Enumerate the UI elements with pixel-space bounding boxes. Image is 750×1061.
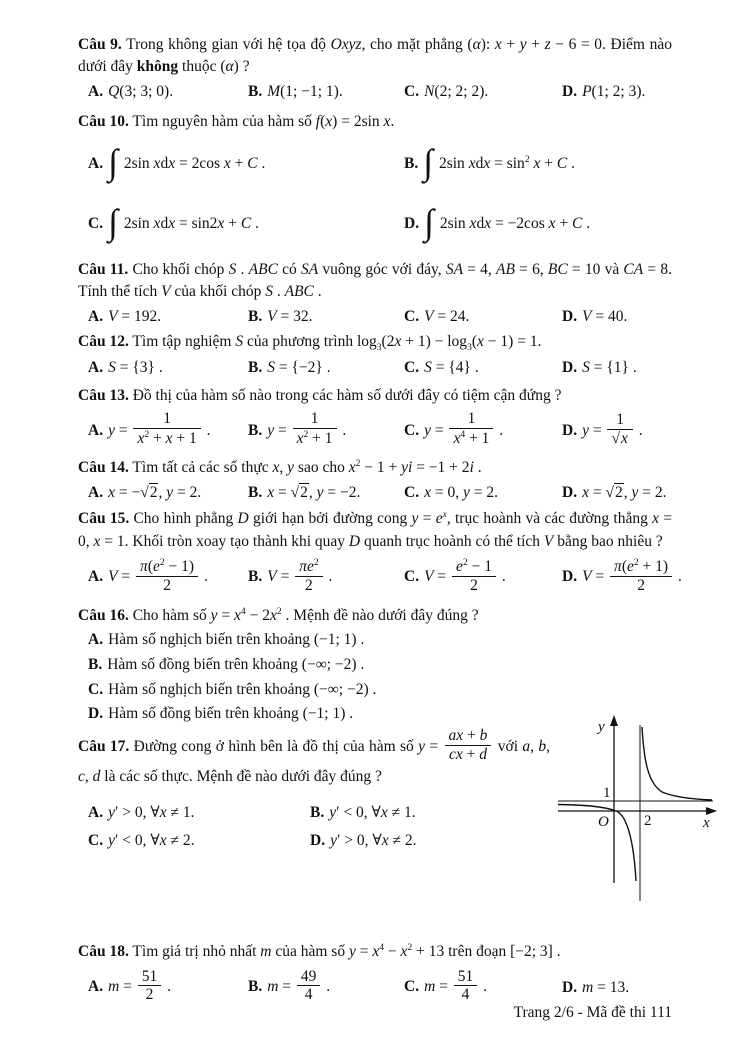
option-label: A.	[88, 359, 104, 377]
option-text: y′ > 0, ∀x ≠ 2.	[330, 831, 417, 849]
option-label: C.	[404, 567, 420, 585]
option-a	[88, 556, 248, 597]
question-11-stem: Câu 11. Cho khối chóp S . ABC có SA vuông góc với đáy, SA = 4, AB = 6, BC = 10 và CA = 8. Tính thể tích V của khối chóp S . ABC .	[78, 260, 672, 301]
option-text: V = $\frac{e^2 - 1}{2}$ .	[424, 556, 506, 594]
option-label: B.	[248, 82, 263, 100]
option-a	[88, 138, 404, 190]
option-label: C.	[88, 831, 104, 849]
option-b	[248, 967, 404, 1007]
question-16-stem: Câu 16. Cho hàm số $y = x^4 - 2x^2$ . Mệnh đề nào dưới đây đúng ?	[78, 606, 479, 625]
hyperbola-graph	[556, 713, 720, 927]
option-c	[88, 198, 404, 250]
question-9-options	[78, 81, 672, 103]
option-text: P(1; 2; 3).	[582, 82, 646, 100]
y-axis-label: y	[598, 719, 605, 736]
option-a	[88, 482, 248, 504]
question-15-stem: Câu 15. Cho hình phẳng D giới hạn bởi đường cong $y = e^x$, trục hoành và các đường thẳng x = 0, x = 1. Khối tròn xoay tạo thành khi quay D quanh trục hoành có thể tích V bằng bao nhiêu ?	[78, 509, 673, 550]
question-13-stem: Câu 13. Đồ thị của hàm số nào trong các hàm số dưới đây có tiệm cận đứng ?	[78, 386, 562, 404]
option-label: D.	[562, 82, 578, 100]
option-c	[404, 81, 562, 103]
page-footer: Trang 2/6 - Mã đề thi 111	[513, 1004, 672, 1021]
question-17-options	[78, 802, 550, 852]
option-label: D.	[562, 978, 578, 996]
option-c	[404, 556, 562, 597]
option-text: m = $\frac{51}{2}$ .	[108, 967, 172, 1004]
option-c	[404, 967, 562, 1007]
question-10-stem: Câu 10. Tìm nguyên hàm của hàm số f(x) = 2sin x.	[78, 113, 395, 131]
option-a	[88, 306, 248, 328]
x-axis-label: x	[703, 815, 710, 832]
option-text: V = 40.	[582, 307, 628, 325]
option-text: ∫ 2sin xdx = $\sin^2 x + C$ .	[423, 142, 575, 183]
option-b	[310, 802, 550, 824]
option-label: B.	[248, 359, 263, 377]
option-d	[562, 306, 672, 328]
option-d	[562, 482, 672, 504]
option-label: C.	[88, 214, 104, 232]
option-label: D.	[562, 567, 578, 585]
question-12-options	[78, 357, 672, 379]
question-16	[78, 605, 672, 727]
option-c	[404, 357, 562, 379]
option-label: C.	[88, 680, 104, 698]
option-b	[248, 482, 404, 504]
option-label: B.	[248, 978, 263, 996]
option-text: V = 24.	[424, 307, 470, 325]
option-text: y′ > 0, ∀x ≠ 1.	[108, 804, 195, 822]
option-b	[248, 556, 404, 597]
option-label: D.	[404, 214, 420, 232]
option-label: D.	[310, 831, 326, 849]
question-14-options	[78, 482, 672, 504]
option-text: V = $\frac{\pi e^2}{2}$ .	[267, 556, 333, 594]
question-15-options	[78, 555, 682, 599]
origin-label: O	[598, 814, 609, 831]
option-d	[404, 198, 672, 250]
option-label: A.	[88, 421, 104, 439]
option-label: D.	[88, 705, 104, 723]
option-label: D.	[562, 421, 578, 439]
option-text: V = $\frac{\pi(e^2 - 1)}{2}$ .	[108, 556, 208, 594]
question-12-stem: Câu 12. Tìm tập nghiệm S của phương trình $\log_3(2x + 1) - \log_3(x - 1) = 1$.	[78, 333, 542, 354]
option-text: ∫ 2sin xdx = −2cos x + C .	[424, 202, 591, 243]
option-text: ∫ 2sin xdx = sin2x + C .	[108, 202, 259, 243]
option-text: y = $\frac{1}{x^2 + 1}$ .	[267, 410, 347, 448]
option-text: Hàm số nghịch biến trên khoảng (−1; 1) .	[108, 631, 365, 649]
option-b	[78, 653, 672, 678]
x-tick-label: 2	[644, 813, 652, 830]
option-label: B.	[248, 483, 263, 501]
option-label: C.	[404, 421, 420, 439]
option-text: S = {−2} .	[267, 359, 331, 377]
question-13	[78, 385, 672, 453]
option-label: A.	[88, 307, 104, 325]
option-text: S = {3} .	[108, 359, 163, 377]
option-a	[78, 628, 672, 653]
question-17-text	[78, 729, 550, 927]
option-c	[404, 482, 562, 504]
option-text: N(2; 2; 2).	[424, 82, 489, 100]
question-9	[78, 34, 672, 103]
option-text: V = 192.	[108, 307, 162, 325]
question-18-stem: Câu 18. Tìm giá trị nhỏ nhất m của hàm số $y = x^4 - x^2 + 13$ trên đoạn [−2; 3] .	[78, 942, 561, 961]
option-text: ∫ 2sin xdx = 2cos x + C .	[108, 142, 266, 183]
option-b	[248, 412, 404, 450]
option-label: B.	[310, 804, 325, 822]
option-text: y′ < 0, ∀x ≠ 2.	[108, 831, 195, 849]
option-label: B.	[248, 421, 263, 439]
option-a	[88, 967, 248, 1007]
option-label: D.	[562, 483, 578, 501]
option-label: A.	[88, 631, 104, 649]
option-text: y = $\frac{1}{x^2 + x + 1}$ .	[108, 410, 211, 448]
option-label: D.	[562, 307, 578, 325]
option-b	[248, 357, 404, 379]
option-c	[404, 306, 562, 328]
option-label: C.	[404, 307, 420, 325]
option-label: A.	[88, 804, 104, 822]
option-a	[88, 802, 310, 824]
question-14-stem: Câu 14. Tìm tất cả các số thực x, y sao cho $x^2 - 1$ + yi = −1 + 2i .	[78, 458, 482, 477]
question-10-options	[78, 138, 672, 250]
option-label: D.	[562, 359, 578, 377]
question-9-stem: Câu 9. Trong không gian với hệ tọa độ Oxyz, cho mặt phẳng (α): x + y + z − 6 = 0. Điểm nào dưới đây không thuộc (α) ?	[78, 36, 672, 76]
option-a	[88, 412, 248, 450]
option-text: x = 0, y = 2.	[424, 483, 498, 501]
question-12	[78, 331, 672, 379]
option-text: m = 13.	[582, 978, 630, 996]
option-label: C.	[404, 978, 420, 996]
option-label: A.	[88, 978, 104, 996]
option-text: Q(3; 3; 0).	[108, 82, 174, 100]
option-d	[562, 977, 672, 999]
option-label: A.	[88, 154, 104, 172]
option-text: S = {4} .	[424, 359, 479, 377]
option-b	[248, 306, 404, 328]
option-d	[310, 830, 550, 852]
option-text: x = √2, y = 2.	[582, 483, 667, 501]
option-c	[404, 412, 562, 450]
question-10	[78, 111, 672, 249]
option-text: m = $\frac{49}{4}$ .	[267, 967, 331, 1004]
option-label: C.	[404, 483, 420, 501]
option-text: y = $\frac{1}{√x}$ .	[582, 410, 643, 447]
option-text: V = $\frac{\pi(e^2 + 1)}{2}$ .	[582, 556, 682, 594]
question-14	[78, 457, 672, 504]
question-15	[78, 508, 682, 599]
option-b	[248, 81, 404, 103]
question-11	[78, 259, 672, 328]
option-label: B.	[88, 655, 103, 673]
question-18	[78, 941, 672, 1010]
option-text: M(1; −1; 1).	[267, 82, 343, 100]
option-b	[404, 138, 672, 190]
option-text: S = {1} .	[582, 359, 637, 377]
question-17	[78, 719, 710, 927]
option-label: B.	[248, 307, 263, 325]
option-d	[562, 357, 672, 379]
option-a	[88, 81, 248, 103]
option-label: A.	[88, 483, 104, 501]
option-d	[562, 81, 672, 103]
question-13-options	[78, 409, 672, 453]
option-text: Hàm số đồng biến trên khoảng (−∞; −2) .	[107, 655, 365, 673]
y-tick-label: 1	[603, 785, 611, 802]
option-c	[78, 678, 672, 703]
option-label: A.	[88, 567, 104, 585]
option-label: B.	[404, 154, 419, 172]
option-text: m = $\frac{51}{4}$ .	[424, 967, 488, 1004]
option-d	[562, 410, 672, 450]
option-text: Hàm số nghịch biến trên khoảng (−∞; −2) .	[108, 680, 377, 698]
option-text: Hàm số đồng biến trên khoảng (−1; 1) .	[108, 705, 354, 723]
option-text: x = −√2, y = 2.	[108, 483, 202, 501]
question-17-stem: Câu 17. Đường cong ở hình bên là đồ thị của hàm số y = $\frac{ax + b}{cx + d}$ với a, b, c, d là các số thực. Mệnh đề nào dưới đây đúng ?	[78, 727, 550, 785]
option-label: A.	[88, 82, 104, 100]
option-c	[88, 830, 310, 852]
option-label: B.	[248, 567, 263, 585]
option-a	[88, 357, 248, 379]
option-label: C.	[404, 82, 420, 100]
option-text: x = √2, y = −2.	[267, 483, 361, 501]
question-11-options	[78, 306, 672, 328]
option-label: C.	[404, 359, 420, 377]
option-text: V = 32.	[267, 307, 313, 325]
option-d	[562, 556, 682, 597]
option-text: y′ < 0, ∀x ≠ 1.	[329, 804, 416, 822]
option-text: y = $\frac{1}{x^4 + 1}$ .	[424, 410, 504, 448]
